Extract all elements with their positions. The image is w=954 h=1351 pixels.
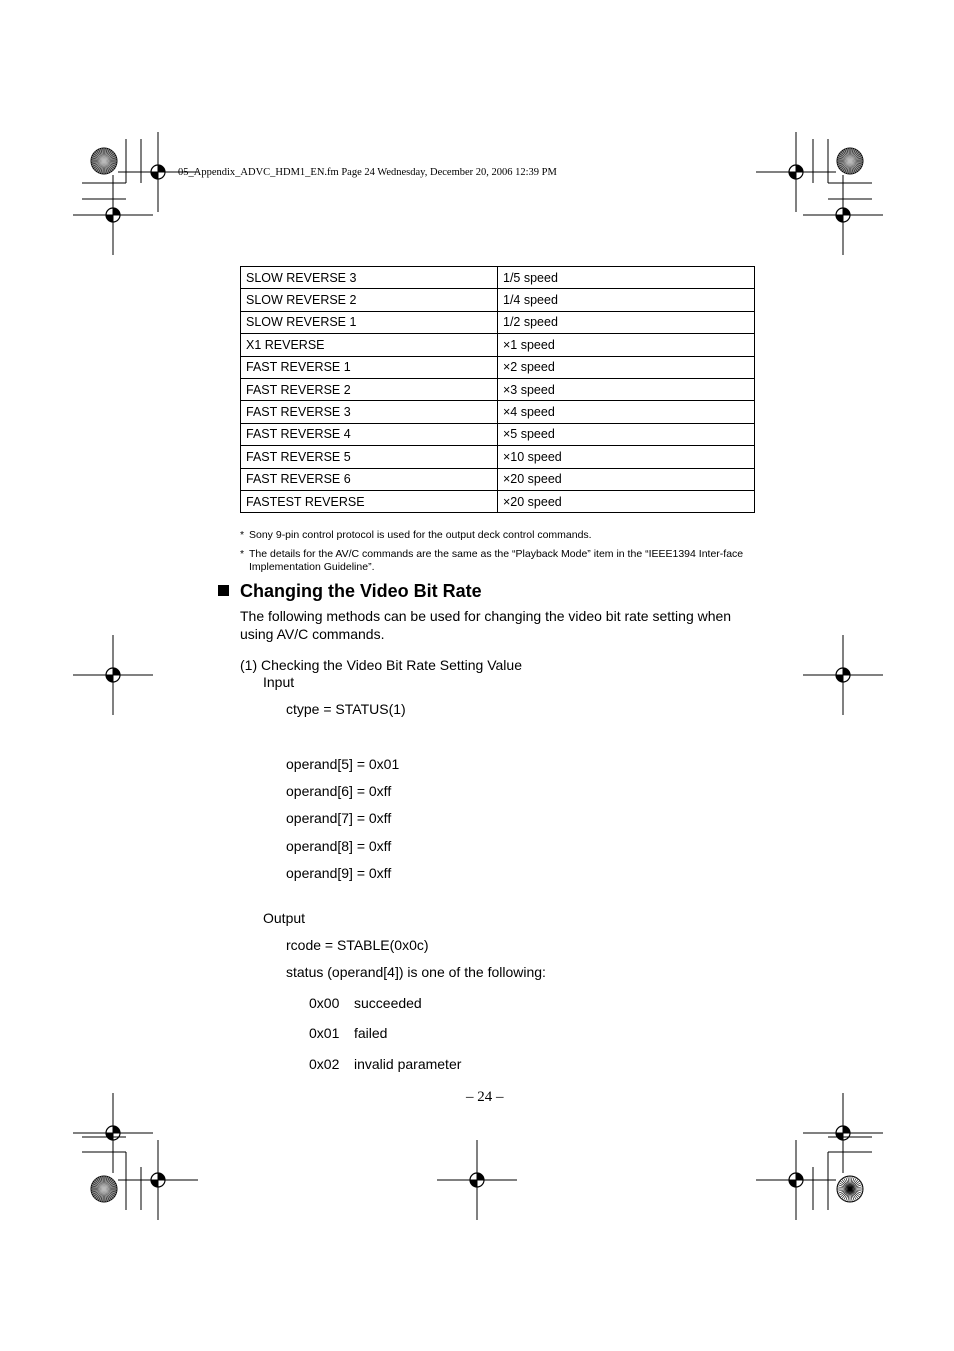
status-code: 0x01 [309, 1025, 340, 1041]
speed-cell: ×20 speed [498, 468, 755, 490]
speed-cell: ×5 speed [498, 423, 755, 445]
registration-crosshair-icon [73, 635, 153, 715]
registration-crosshair-icon [73, 175, 153, 255]
footnote-text: The details for the AV/C commands are the same as the “Playback Mode” item in the “IEEE1394 Inter-face Implementation Guideline”. [249, 548, 744, 573]
mode-cell: FAST REVERSE 3 [241, 401, 498, 423]
output-line: status (operand[4]) is one of the following: [286, 964, 546, 980]
table-row [241, 289, 755, 311]
input-line: ctype = STATUS(1) [286, 701, 406, 717]
registration-crosshair-icon [756, 132, 836, 212]
mode-cell: FAST REVERSE 5 [241, 446, 498, 468]
footnote-marker: * [240, 548, 245, 560]
square-bullet-icon [218, 585, 229, 596]
table-row [241, 334, 755, 356]
status-meaning: succeeded [354, 995, 422, 1011]
table-row [241, 401, 755, 423]
footnote [240, 548, 755, 576]
registration-crosshair-icon [118, 1140, 198, 1220]
registration-crosshair-icon [437, 1140, 517, 1220]
registration-sunburst-icon [91, 148, 117, 174]
page-number: – 24 – [466, 1089, 504, 1105]
status-code: 0x00 [309, 995, 340, 1011]
status-meaning: failed [354, 1025, 388, 1041]
registration-crosshair-icon [73, 1093, 153, 1173]
mode-cell: X1 REVERSE [241, 334, 498, 356]
file-info-header: 05_Appendix_ADVC_HDM1_EN.fm Page 24 Wednesday, December 20, 2006 12:39 PM [178, 167, 557, 178]
mode-cell: FAST REVERSE 4 [241, 423, 498, 445]
section-heading: Changing the Video Bit Rate [218, 581, 482, 602]
speed-cell: ×4 speed [498, 401, 755, 423]
mode-cell: SLOW REVERSE 1 [241, 311, 498, 333]
input-line: operand[6] = 0xff [286, 783, 392, 799]
speed-cell: 1/5 speed [498, 267, 755, 289]
registration-crosshair-icon [803, 1093, 883, 1173]
input-label: Input [263, 674, 295, 690]
speed-cell: ×2 speed [498, 356, 755, 378]
speed-cell: ×3 speed [498, 378, 755, 400]
table-row [241, 356, 755, 378]
registration-sunburst-icon [91, 1176, 117, 1202]
footnote-text: Sony 9-pin control protocol is used for the output deck control commands. [249, 529, 592, 541]
table-row [241, 468, 755, 490]
registration-sunburst-icon [837, 1176, 863, 1202]
input-line: operand[8] = 0xff [286, 838, 392, 854]
table-row [241, 490, 755, 512]
input-line: operand[5] = 0x01 [286, 756, 400, 772]
speed-cell: 1/4 speed [498, 289, 755, 311]
speed-cell: 1/2 speed [498, 311, 755, 333]
registration-crosshair-icon [803, 175, 883, 255]
mode-cell: FASTEST REVERSE [241, 490, 498, 512]
table-row [241, 267, 755, 289]
table-row [241, 311, 755, 333]
mode-cell: FAST REVERSE 1 [241, 356, 498, 378]
intro-paragraph: The following methods can be used for changing the video bit rate setting when using AV/C commands. [240, 608, 732, 642]
mode-cell: SLOW REVERSE 3 [241, 267, 498, 289]
speed-cell: ×10 speed [498, 446, 755, 468]
mode-cell: FAST REVERSE 6 [241, 468, 498, 490]
speed-cell: ×20 speed [498, 490, 755, 512]
table-row [241, 378, 755, 400]
registration-crosshair-icon [803, 635, 883, 715]
input-line: operand[9] = 0xff [286, 865, 392, 881]
table-row [241, 446, 755, 468]
speed-cell: ×1 speed [498, 334, 755, 356]
status-meaning: invalid parameter [354, 1056, 462, 1072]
registration-crosshair-icon [756, 1140, 836, 1220]
output-label: Output [263, 910, 306, 926]
footnote [240, 529, 755, 543]
table-row [241, 423, 755, 445]
registration-sunburst-icon [837, 148, 863, 174]
mode-cell: FAST REVERSE 2 [241, 378, 498, 400]
step-1-title: (1) Checking the Video Bit Rate Setting Value [240, 657, 522, 673]
status-code: 0x02 [309, 1056, 340, 1072]
input-line: operand[7] = 0xff [286, 810, 392, 826]
footnote-marker: * [240, 529, 245, 541]
speed-table [240, 266, 755, 513]
output-line: rcode = STABLE(0x0c) [286, 937, 429, 953]
mode-cell: SLOW REVERSE 2 [241, 289, 498, 311]
